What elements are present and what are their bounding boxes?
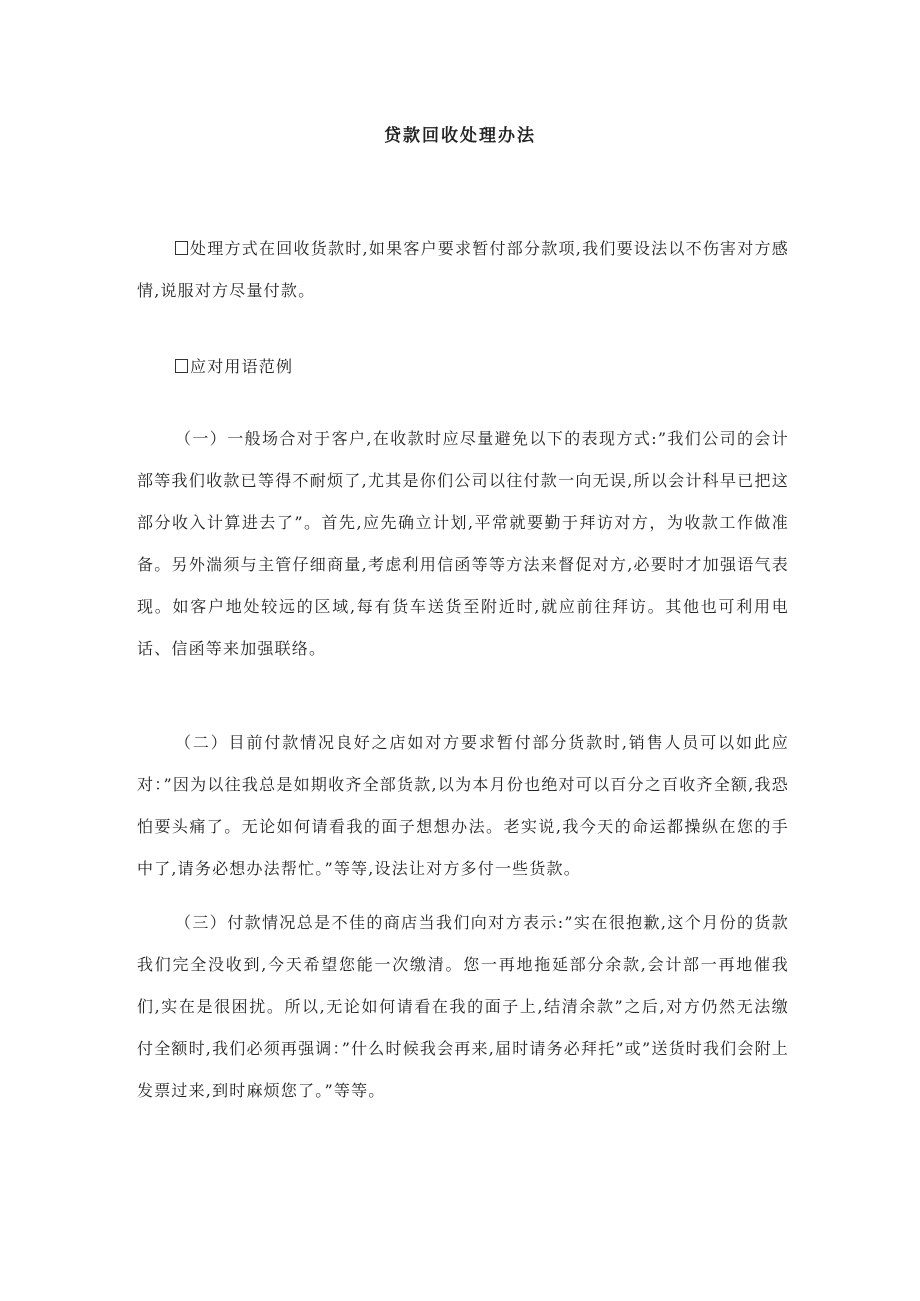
paragraph-text: 处理方式在回收货款时,如果客户要求暂付部分款项,我们要设法以不伤害对方感情,说服对方尽量付款。 [137, 239, 789, 300]
paragraph-text: 应对用语范例 [190, 357, 294, 376]
paragraph-text: （二）目前付款情况良好之店如对方要求暂付部分货款时,销售人员可以如此应对：”因为以往我总是如期收齐全部货款,以为本月份也绝对可以百分之百收齐全额,我恐怕要头痛了。无论如何请看我的面子想想办法。老实说,我今天的命运都操纵在您的手中了,请务必想办法帮忙。”等等,设法让对方多付一些货款。 [137, 733, 789, 878]
checkbox-bullet-icon [175, 359, 188, 373]
paragraph-text: （一）一般场合对于客户,在收款时应尽量避免以下的表现方式:”我们公司的会计部等我们收款已等得不耐烦了,尤其是你们公司以往付款一向无误,所以会计科早已把这部分收入计算进去了”。首先,应先确立计划,平常就要勤于拜访对方，为收款工作做准备。另外湍须与主管仔细商量,考虑利用信函等等方法来督促对方,必要时才加强语气表现。如客户地处较远的区域,每有货车送货至附近时,就应前往拜访。其他也可利用电话、信函等来加强联络。 [137, 429, 789, 658]
paragraph-text: （三）付款情况总是不佳的商店当我们向对方表示:”实在很抱歉,这个月份的货款我们完全没收到,今天希望您能一次缴清。您一再地拖延部分余款,会计部一再地催我们,实在是很困扰。所以,无论如何请看在我的面子上,结清余款”之后,对方仍然无法缴付全额时,我们必须再强调：”什么时候我会再来,届时请务必拜托”或”送货时我们会附上发票过来,到时麻烦您了。”等等。 [137, 913, 789, 1100]
paragraph-response-examples [137, 346, 789, 388]
paragraph-case-three [137, 902, 789, 1112]
paragraph-case-two [137, 722, 789, 890]
checkbox-bullet-icon [175, 241, 188, 255]
paragraph-handling-method [137, 228, 789, 312]
document-title: 贷款回收处理办法 [384, 126, 536, 146]
paragraph-case-one [137, 418, 789, 670]
